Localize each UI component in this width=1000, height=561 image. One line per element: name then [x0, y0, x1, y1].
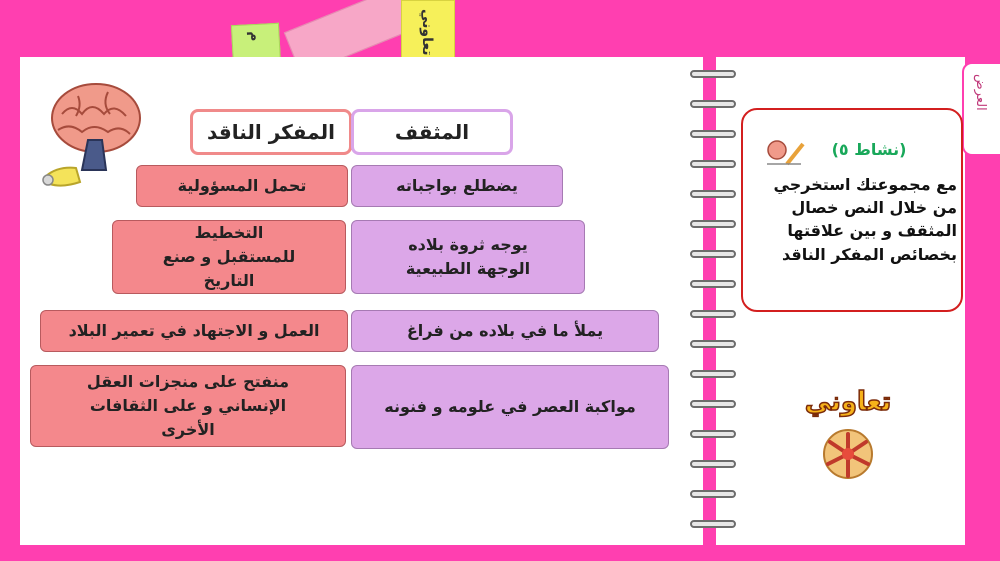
header-critical-thinker: المفكر الناقد	[190, 109, 352, 155]
intellectual-cell: يضطلع بواجباته	[351, 165, 563, 207]
spiral-ring	[688, 278, 734, 286]
side-tab-presentation[interactable]	[962, 62, 1000, 156]
spiral-ring	[688, 518, 734, 526]
spiral-ring	[688, 218, 734, 226]
spiral-ring	[688, 338, 734, 346]
activity-title: (نشاط ٥)	[831, 140, 907, 159]
intellectual-cell: يوجه ثروة بلاده الوجهة الطبيعية	[351, 220, 585, 294]
brain-writing-icon	[763, 138, 807, 168]
activity-card	[741, 108, 963, 312]
activity-instructions: مع مجموعتك استخرجي من خلال النص خصال المثقف و بين علاقتها بخصائص المفكر الناقد	[773, 175, 957, 264]
critic-cell: منفتح على منجزات العقل الإنساني و على الثقافات الأخرى	[30, 365, 346, 447]
critic-cell: العمل و الاجتهاد في تعمير البلاد	[40, 310, 348, 352]
critic-cell: التخطيط للمستقبل و صنع التاريخ	[112, 220, 346, 294]
intellectual-cell: مواكبة العصر في علومه و فنونه	[351, 365, 669, 449]
brain-lightbulb-icon	[38, 78, 148, 198]
intellectual-cell: يملأ ما في بلاده من فراغ	[351, 310, 659, 352]
spiral-ring	[688, 128, 734, 136]
tab-green-label: م	[246, 30, 263, 42]
logo-text: تعاوني	[804, 387, 892, 417]
spiral-ring	[688, 158, 734, 166]
spiral-ring	[688, 458, 734, 466]
spiral-ring	[688, 398, 734, 406]
spiral-ring	[688, 308, 734, 316]
cooperative-logo	[788, 380, 908, 480]
spiral-ring	[688, 368, 734, 376]
tab-yellow-label: تعاوني	[419, 9, 435, 56]
spiral-binding	[688, 60, 738, 550]
spiral-ring	[688, 68, 734, 76]
spiral-ring	[688, 248, 734, 256]
spiral-ring	[688, 188, 734, 196]
spiral-ring	[688, 98, 734, 106]
side-tab-label: العرض	[973, 74, 988, 111]
spiral-ring	[688, 488, 734, 496]
header-intellectual: المثقف	[351, 109, 513, 155]
critic-cell: تحمل المسؤولية	[136, 165, 348, 207]
spiral-ring	[688, 428, 734, 436]
